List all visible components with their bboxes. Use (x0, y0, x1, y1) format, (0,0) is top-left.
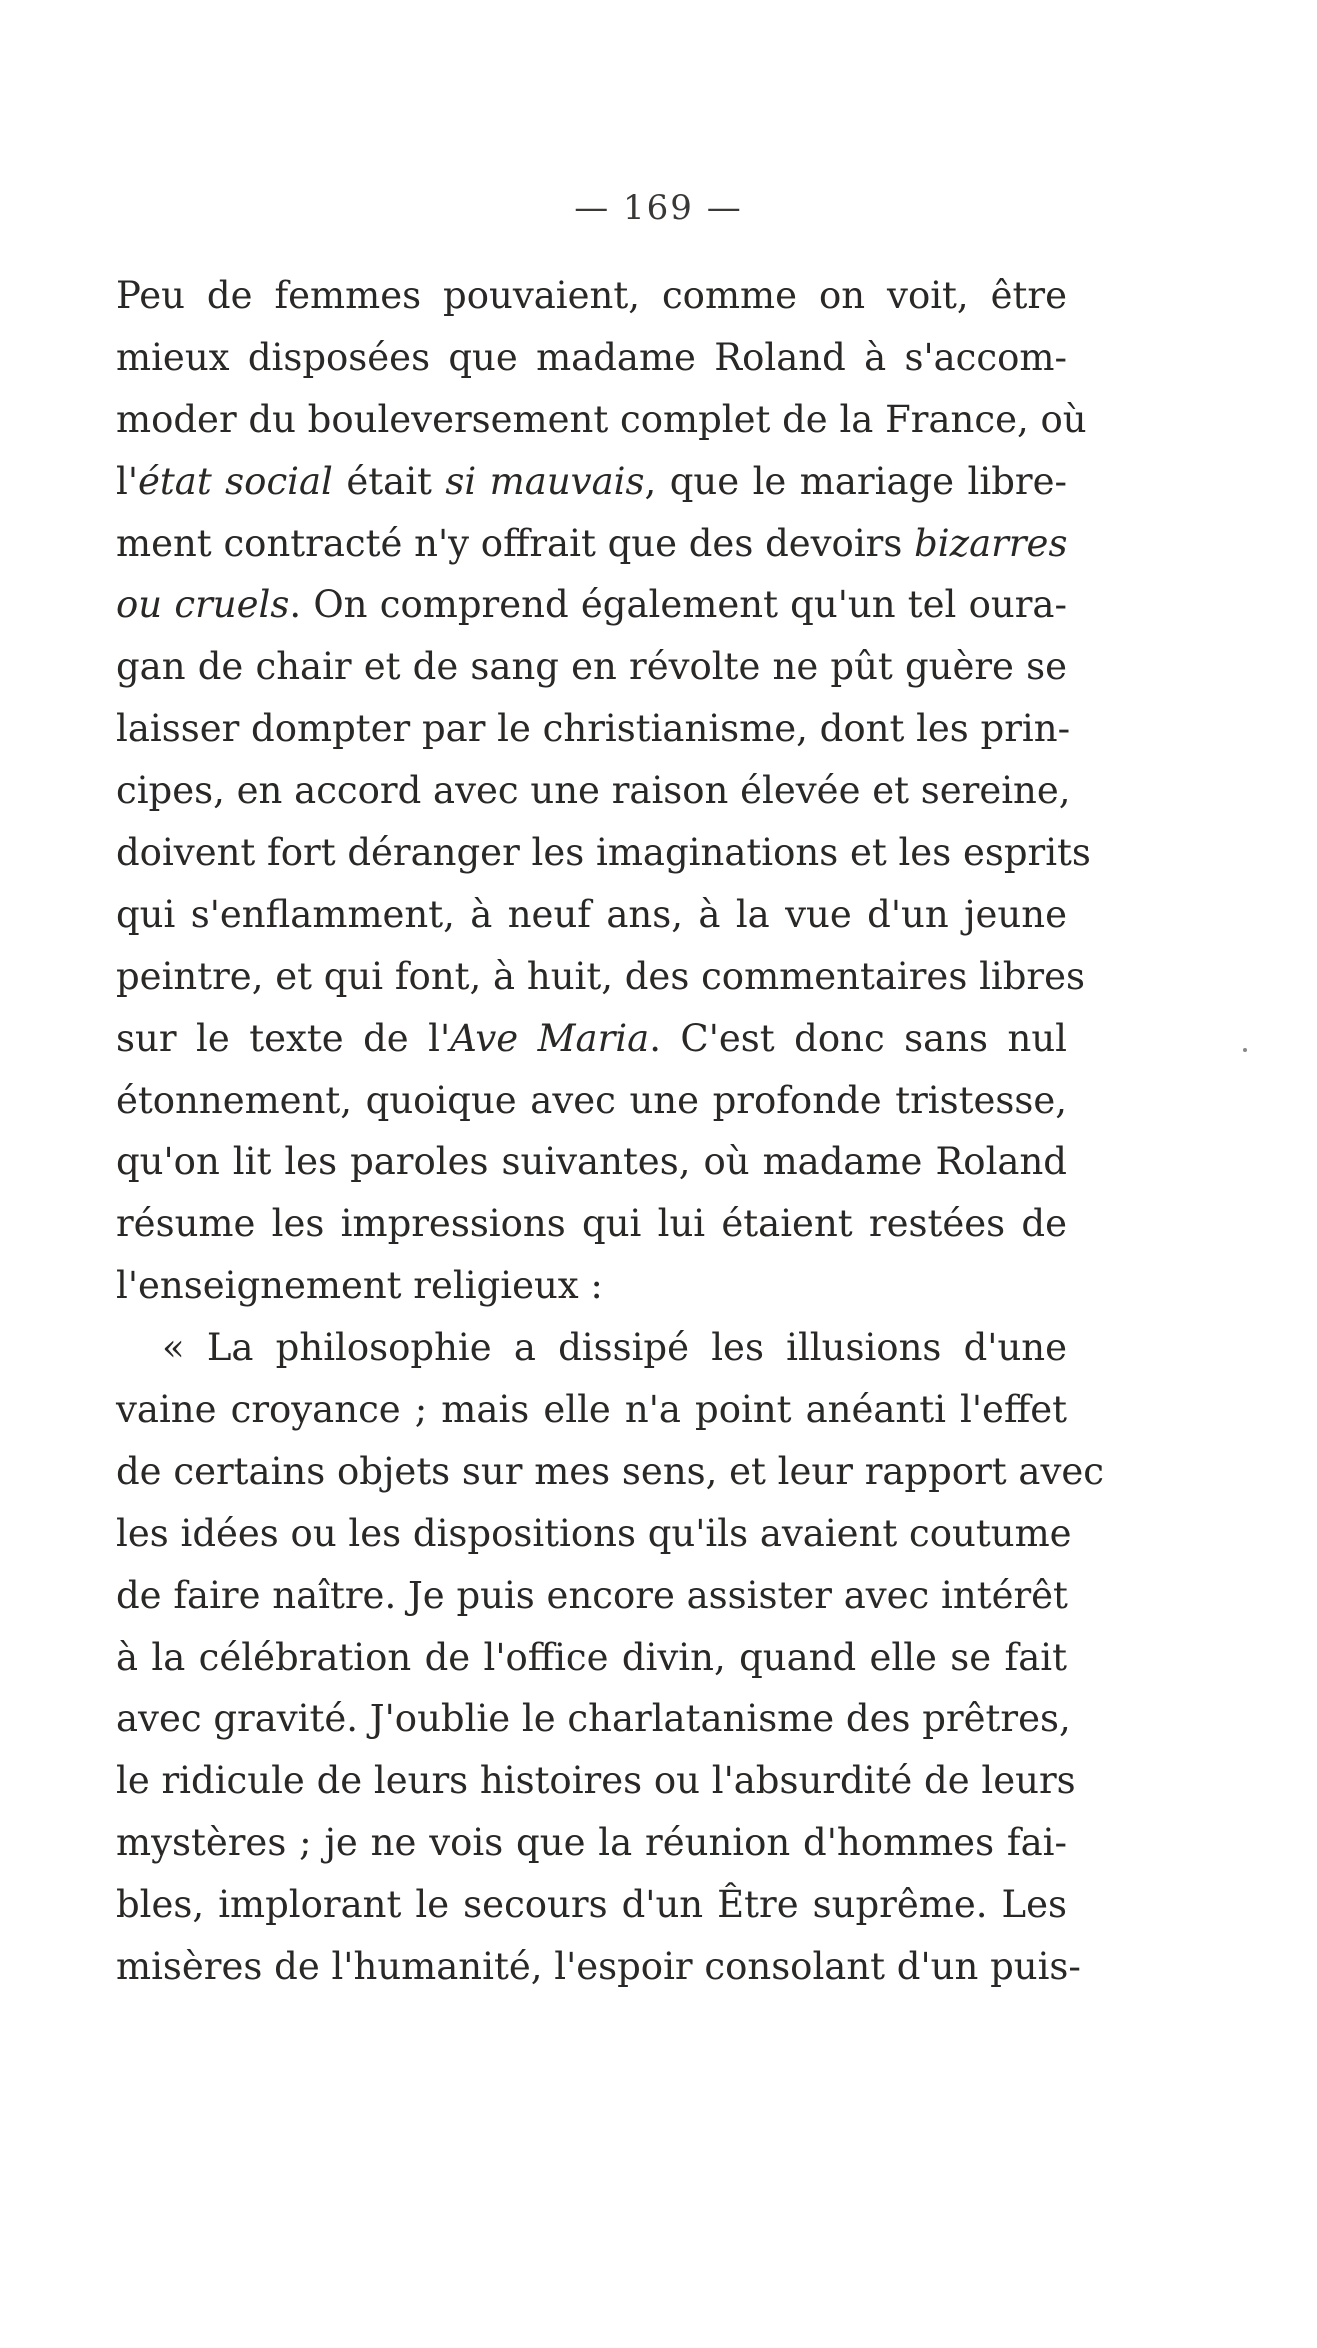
text-segment: étonnement, quoique avec une profonde tristesse, (116, 1078, 1067, 1122)
text-line (116, 327, 1067, 389)
text-segment: qui s'enflamment, à neuf ans, à la vue d'un jeune (116, 892, 1067, 936)
text-line (116, 884, 1067, 946)
text-line (116, 1503, 1072, 1565)
text-line (116, 1070, 1067, 1132)
text-line (116, 1131, 1067, 1193)
text-segment: « La philosophie a dissipé les illusions d'une (162, 1326, 1067, 1370)
text-segment: était (332, 459, 446, 503)
text-segment: l'enseignement religieux : (116, 1264, 603, 1308)
text-segment: peintre, et qui font, à huit, des commentaires libres (116, 954, 1085, 998)
text-segment: bles, implorant le secours d'un Être suprême. Les (116, 1883, 1067, 1927)
text-segment: vaine croyance ; mais elle n'a point anéanti l'effet (116, 1388, 1067, 1432)
italic-phrase: bizarres (914, 521, 1068, 565)
text-segment: de certains objets sur mes sens, et leur rapport avec (116, 1449, 1104, 1493)
text-segment: , que le mariage libre- (644, 459, 1067, 503)
text-line (116, 1379, 1067, 1441)
text-line (116, 946, 1085, 1008)
text-segment: ment contracté n'y offrait que des devoirs (116, 521, 915, 565)
paper-speck (1243, 1048, 1247, 1052)
text-segment: misères de l'humanité, l'espoir consolant d'un puis- (116, 1945, 1081, 1989)
text-line (116, 1936, 1081, 1998)
text-line (116, 822, 1091, 884)
body-text (116, 265, 1104, 1998)
text-segment: . On comprend également qu'un tel oura- (289, 583, 1067, 627)
text-segment: mieux disposées que madame Roland à s'accom- (116, 335, 1067, 379)
text-line (116, 1008, 1067, 1070)
text-line (116, 389, 1087, 451)
text-line (116, 1688, 1071, 1750)
text-segment: le ridicule de leurs histoires ou l'absurdité de leurs (116, 1759, 1076, 1803)
text-segment: à la célébration de l'office divin, quand elle se fait (116, 1635, 1067, 1679)
text-line (116, 265, 1067, 327)
text-segment: les idées ou les dispositions qu'ils avaient coutume (116, 1511, 1072, 1555)
text-segment: de faire naître. Je puis encore assister avec intérêt (116, 1573, 1068, 1617)
text-line (116, 1193, 1067, 1255)
text-segment: avec gravité. J'oublie le charlatanisme des prêtres, (116, 1697, 1071, 1741)
text-line (116, 1750, 1076, 1812)
text-line (116, 451, 1067, 513)
page-number: — 169 — (574, 188, 743, 228)
text-segment: qu'on lit les paroles suivantes, où madame Roland (116, 1140, 1067, 1184)
text-segment: Peu de femmes pouvaient, comme on voit, être (116, 274, 1067, 317)
text-segment: mystères ; je ne vois que la réunion d'hommes fai- (116, 1821, 1067, 1865)
text-line (116, 1441, 1104, 1503)
italic-phrase: Ave Maria (450, 1016, 650, 1060)
text-segment: . C'est donc sans nul (649, 1016, 1067, 1060)
text-line (116, 698, 1071, 760)
text-line (116, 760, 1071, 822)
text-line (116, 1565, 1067, 1627)
text-segment: résume les impressions qui lui étaient restées de (116, 1202, 1067, 1246)
italic-phrase: si mauvais (445, 459, 645, 503)
text-segment: moder du bouleversement complet de la France, où (116, 397, 1087, 441)
italic-phrase: état social (138, 459, 333, 503)
text-line (116, 1317, 1067, 1379)
text-segment: cipes, en accord avec une raison élevée et sereine, (116, 769, 1071, 813)
text-line (116, 574, 1067, 636)
text-segment: sur le texte de l' (116, 1016, 451, 1060)
text-segment: doivent fort déranger les imaginations et les esprits (116, 831, 1091, 875)
text-segment: l' (116, 459, 139, 503)
text-segment: laisser dompter par le christianisme, dont les prin- (116, 707, 1071, 751)
text-line (116, 1255, 1067, 1317)
text-line (116, 513, 1067, 575)
text-line (116, 1627, 1067, 1689)
text-segment: gan de chair et de sang en révolte ne pût guère se (116, 645, 1067, 689)
text-line (116, 1874, 1067, 1936)
italic-phrase: ou cruels (116, 583, 290, 627)
text-line (116, 1812, 1067, 1874)
text-line (116, 636, 1067, 698)
